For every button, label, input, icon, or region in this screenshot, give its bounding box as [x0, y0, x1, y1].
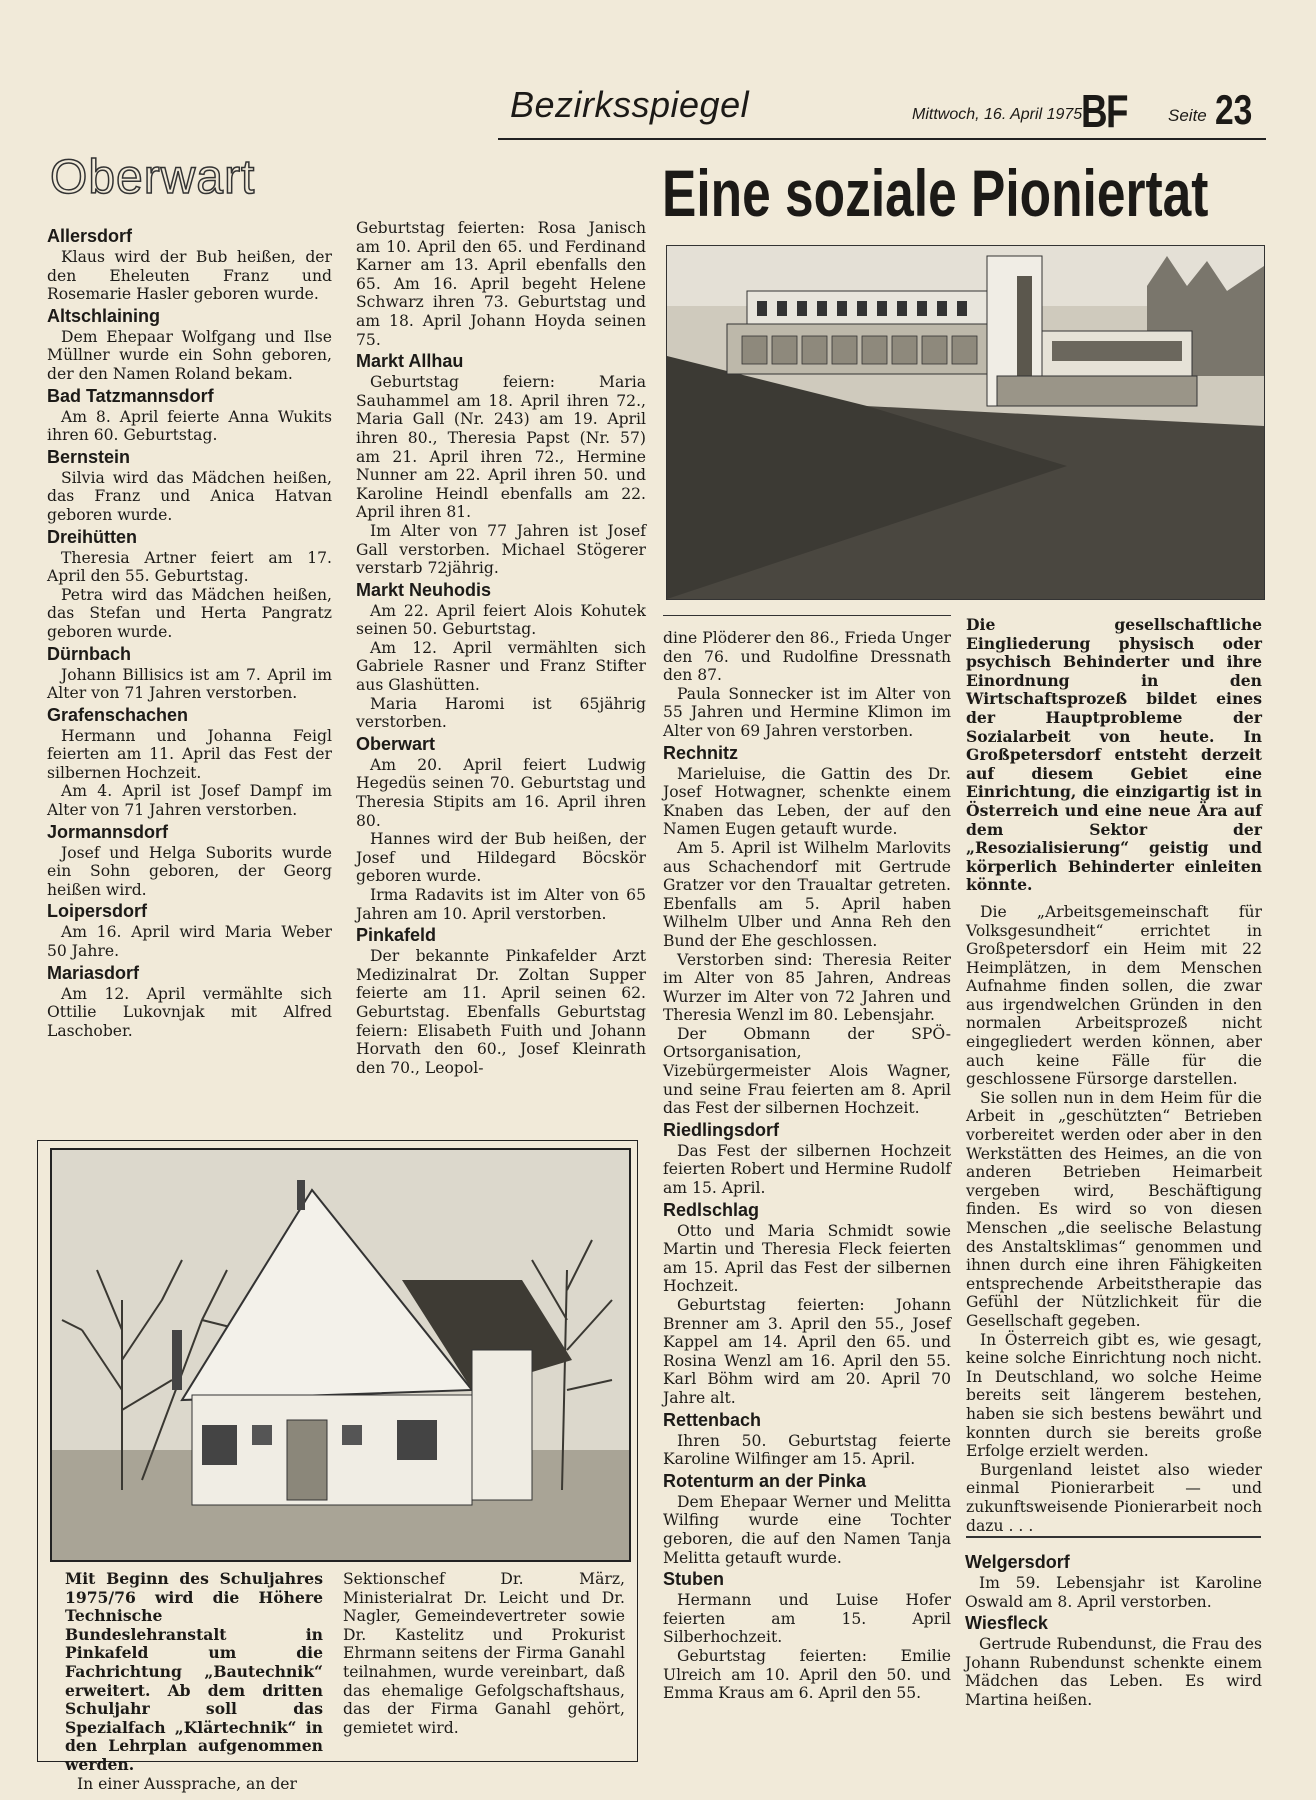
- place-heading: Mariasdorf: [47, 962, 140, 983]
- place-heading: Bad Tatzmannsdorf: [47, 385, 214, 406]
- news-item: Der bekannte Pinkafelder Arzt Medizinalrat Dr. Zoltan Supper feierte am 11. April seinen 62. Geburtstag. Ebenfalls Geburtstag feiern: Elisabeth Fuith und Johann Horvath den 60., Josef Kleinrath den 70., Leopol-: [356, 947, 646, 1077]
- news-item: Am 22. April feiert Alois Kohutek seinen 50. Geburtstag.: [356, 601, 646, 639]
- place-heading: Rotenturm an der Pinka: [663, 1470, 867, 1491]
- place-heading: Wiesfleck: [965, 1613, 1048, 1634]
- news-item: Am 12. April vermählten sich Gabriele Rasner und Franz Stifter aus Glashütten.: [356, 638, 646, 695]
- news-item: Maria Haromi ist 65jährig verstorben.: [356, 694, 646, 732]
- header-rule: [498, 138, 1266, 140]
- news-item: Dem Ehepaar Wolfgang und Ilse Müllner wurde ein Sohn geboren, der den Namen Roland bekam.: [47, 327, 332, 383]
- article-paragraph: In Österreich gibt es, wie gesagt, keine solche Einrichtung noch nicht. In Deutschland, wo solche Heime bereits seit längerem bestehen, haben sie sich bestens bewährt und konnten durch sie bereits große Erfolge erzielt werden.: [966, 1330, 1262, 1461]
- news-item: Am 16. April wird Maria Weber 50 Jahre.: [47, 923, 332, 961]
- news-item: dine Plöderer den 86., Frieda Unger den 76. und Rudolfine Dressnath den 87.: [663, 629, 951, 685]
- news-item: Im 59. Lebensjahr ist Karoline Oswald am 8. April verstorben.: [965, 1574, 1262, 1611]
- news-item: Gertrude Rubendunst, die Frau des Johann Rubendunst schenkte einem Mädchen das Leben. Es wird Martina heißen.: [965, 1635, 1262, 1709]
- place-heading: Dreihütten: [47, 526, 137, 547]
- news-item: Am 20. April feiert Ludwig Hegedüs seinen 70. Geburtstag und Theresia Stipits am 16. April ihren 80.: [356, 755, 646, 830]
- caption-text: In einer Aussprache, an der: [77, 1774, 297, 1793]
- news-item: Irma Radavits ist im Alter von 65 Jahren am 10. April verstorben.: [356, 886, 646, 923]
- news-item: Am 12. April vermählte sich Ottilie Lukovnjak mit Alfred Laschober.: [47, 984, 332, 1040]
- column-3: [663, 629, 951, 1703]
- news-item: Am 4. April ist Josef Dampf im Alter von 71 Jahren verstorben.: [47, 782, 332, 820]
- place-heading: Altschlaining: [47, 305, 161, 326]
- news-item: Der Obmann der SPÖ-Ortsorganisation, Vizebürgermeister Alois Wagner, und seine Frau feierten am 8. April das Fest der silbernen Hochzeit.: [663, 1024, 951, 1118]
- news-item: Petra wird das Mädchen heißen, das Stefan und Herta Pangratz geboren wurde.: [47, 585, 332, 641]
- article-paragraph: Sie sollen nun in dem Heim für die Arbeit in „geschützten“ Betrieben vorbereitet werden oder aber in den Werkstätten des Heimes, an die von anderen Betrieben Heimarbeit vergeben wird, Beschäftigung finden. Es wird so von diesen Menschen „die seelische Belastung des Anstaltsklimas“ genommen und ihnen durch eine ihren Fähigkeiten entsprechende Arbeitstherapie das Gefühl der Nützlichkeit für die Gesellschaft gegeben.: [966, 1088, 1262, 1330]
- place-heading: Pinkafeld: [356, 925, 437, 946]
- place-heading: Jormannsdorf: [47, 821, 169, 842]
- place-heading: Markt Neuhodis: [356, 579, 492, 600]
- place-heading: Rechnitz: [663, 742, 739, 763]
- headline: Eine soziale Pioniertat: [662, 156, 1209, 230]
- place-heading: Welgersdorf: [965, 1552, 1070, 1572]
- building-photo-image: [667, 246, 1264, 599]
- news-item: Otto und Maria Schmidt sowie Martin und Theresia Fleck feierten am 15. April das Fest der silbernen Hochzeit.: [663, 1221, 951, 1296]
- news-item: Hannes wird der Bub heißen, der Josef und Hildegard Böcskör geboren wurde.: [356, 830, 646, 886]
- news-item: Am 8. April feierte Anna Wukits ihren 60. Geburtstag.: [47, 407, 332, 445]
- news-item: Dem Ehepaar Werner und Melitta Wilfing wurde eine Tochter geboren, die auf den Namen Tanja Melitta getauft wurde.: [663, 1492, 951, 1567]
- news-item: Geburtstag feierten: Johann Brenner am 3. April den 55., Josef Kappel am 14. April den 65. und Rosina Wenzl am 16. April den 55. Karl Böhm wird am 20. April 70 Jahre alt.: [663, 1296, 951, 1407]
- news-item: Marieluise, die Gattin des Dr. Josef Hotwagner, schenkte einem Knaben das Leben, der auf den Namen Eugen getauft wurde.: [663, 764, 951, 839]
- news-item: Ihren 50. Geburtstag feierte Karoline Wilfinger am 15. April.: [663, 1431, 951, 1469]
- news-item: Am 5. April ist Wilhelm Marlovits aus Schachendorf mit Gertrude Gratzer vor den Traualtar getreten. Ebenfalls am 5. April haben Wilhelm Ulber und Anna Reh den Bund der Ehe geschlossen.: [663, 838, 951, 950]
- newspaper-logo: BF: [1081, 85, 1127, 137]
- column-4-rule: [966, 1536, 1261, 1538]
- place-heading: Grafenschachen: [47, 704, 189, 725]
- news-item: Paula Sonnecker ist im Alter von 55 Jahren und Hermine Klimon im Alter von 69 Jahren verstorben.: [663, 684, 951, 740]
- house-photo-image: [52, 1150, 629, 1560]
- section-title: Bezirksspiegel: [510, 84, 750, 125]
- region-title: Oberwart: [50, 151, 256, 204]
- news-item: Silvia wird das Mädchen heißen, das Franz und Anica Hatvan geboren wurde.: [47, 468, 332, 524]
- article-lead: Die gesellschaftliche Eingliederung physisch oder psychisch Behinderter und ihre Einordnung in den Wirtschaftsprozeß bildet eines der Hauptprobleme der Sozialarbeit von heute. In Großpetersdorf entsteht derzeit auf diesem Gebiet eine Einrichtung, die einzigartig ist in Österreich und eine neue Ära auf dem Sektor der „Resozialisierung“ geistig und körperlich Behinderter einleiten könnte.: [966, 615, 1262, 895]
- news-item: Johann Billisics ist am 7. April im Alter von 71 Jahren verstorben.: [47, 665, 332, 703]
- page-number: 23: [1215, 86, 1253, 133]
- building-photo: [666, 245, 1265, 600]
- place-heading: Loipersdorf: [47, 901, 148, 922]
- place-heading: Allersdorf: [47, 226, 133, 246]
- news-item: Im Alter von 77 Jahren ist Josef Gall verstorben. Michael Stögerer verstarb 72jährig.: [356, 521, 646, 578]
- place-heading: Markt Allhau: [356, 351, 464, 372]
- news-item: Geburtstag feierten: Emilie Ulreich am 10. April den 50. und Emma Kraus am 6. April den 55.: [663, 1646, 951, 1703]
- article-paragraph: Die „Arbeitsgemeinschaft für Volksgesundheit“ errichtet in Großpetersdorf ein Heim mit 22 Heimplätzen, in dem Menschen Aufnahme finden sollen, die zwar aus irgendwelchen Gründen in den normalen Arbeitsprozeß nicht eingegliedert werden können, aber auch keine Fälle für die geschlossene Fürsorge darstellen.: [966, 902, 1262, 1089]
- page-label: Seite: [1168, 106, 1207, 125]
- house-photo: [50, 1148, 631, 1562]
- caption-bold: Mit Beginn des Schuljahres 1975/76 wird die Höhere Technische Bundeslehranstalt in Pinkafeld um die Fachrichtung „Bautechnik“ erweitert. Ab dem dritten Schuljahr soll das Spezialfach „Klärtechnik“ in den Lehrplan aufgenommen werden.: [65, 1569, 323, 1774]
- news-item: Verstorben sind: Theresia Reiter im Alter von 85 Jahren, Andreas Wurzer im Alter von 72 Jahren und Theresia Wenzl im 80. Lebensjahr.: [663, 950, 951, 1025]
- place-heading: Riedlingsdorf: [663, 1119, 779, 1140]
- column-3-top-rule: [663, 615, 951, 616]
- column-5: [965, 1550, 1262, 1710]
- column-1: [47, 224, 332, 1040]
- photo-caption: [65, 1570, 323, 1793]
- place-heading: Redlschlag: [663, 1199, 760, 1220]
- news-item: Geburtstag feierten: Rosa Janisch am 10. April den 65. und Ferdinand Karner am 13. April ebenfalls den 65. Am 16. April begeht Helene Schwarz ihren 73. Geburtstag und am 18. April Johann Hoyda seinen 75.: [356, 219, 646, 349]
- news-item: Theresia Artner feiert am 17. April den 55. Geburtstag.: [47, 548, 332, 586]
- news-item: Das Fest der silbernen Hochzeit feierten Robert und Hermine Rudolf am 15. April.: [663, 1141, 951, 1198]
- place-heading: Dürnbach: [47, 643, 132, 664]
- place-heading: Bernstein: [47, 446, 131, 467]
- place-heading: Oberwart: [356, 733, 436, 754]
- issue-date: Mittwoch, 16. April 1975: [912, 106, 1083, 123]
- news-item: Hermann und Johanna Feigl feierten am 11. April das Fest der silbernen Hochzeit.: [47, 726, 332, 782]
- caption-continued: Sektionschef Dr. März, Ministerialrat Dr. Leicht und Dr. Nagler, Gemeindevertreter sowie Dr. Kastelitz und Prokurist Ehrmann seitens der Firma Ganahl teilnahmen, wurde vereinbart, daß das ehemalige Gefolgschaftshaus, das der Firma Ganahl gehört, gemietet wird.: [343, 1570, 625, 1737]
- news-item: Hermann und Luise Hofer feierten am 15. April Silberhochzeit.: [663, 1591, 951, 1647]
- news-item: Klaus wird der Bub heißen, der den Eheleuten Franz und Rosemarie Hasler geboren wurde.: [47, 248, 332, 304]
- news-item: Josef und Helga Suborits wurde ein Sohn geboren, der Georg heißen wird.: [47, 843, 332, 899]
- place-heading: Stuben: [663, 1569, 724, 1590]
- column-2: [356, 219, 646, 1077]
- article-paragraph: Burgenland leistet also wieder einmal Pionierarbeit — und zukunftsweisende Pionierarbeit noch dazu . . .: [966, 1460, 1262, 1535]
- place-heading: Rettenbach: [663, 1409, 762, 1430]
- news-item: Geburtstag feiern: Maria Sauhammel am 18. April ihren 72., Maria Gall (Nr. 243) am 19. April ihren 80., Theresia Papst (Nr. 57) am 21. April ihren 72., Hermine Nunner am 22. April ihren 50. und Karoline Heindl ebenfalls am 22. April ihren 81.: [356, 373, 646, 522]
- column-4-article: [966, 616, 1262, 1535]
